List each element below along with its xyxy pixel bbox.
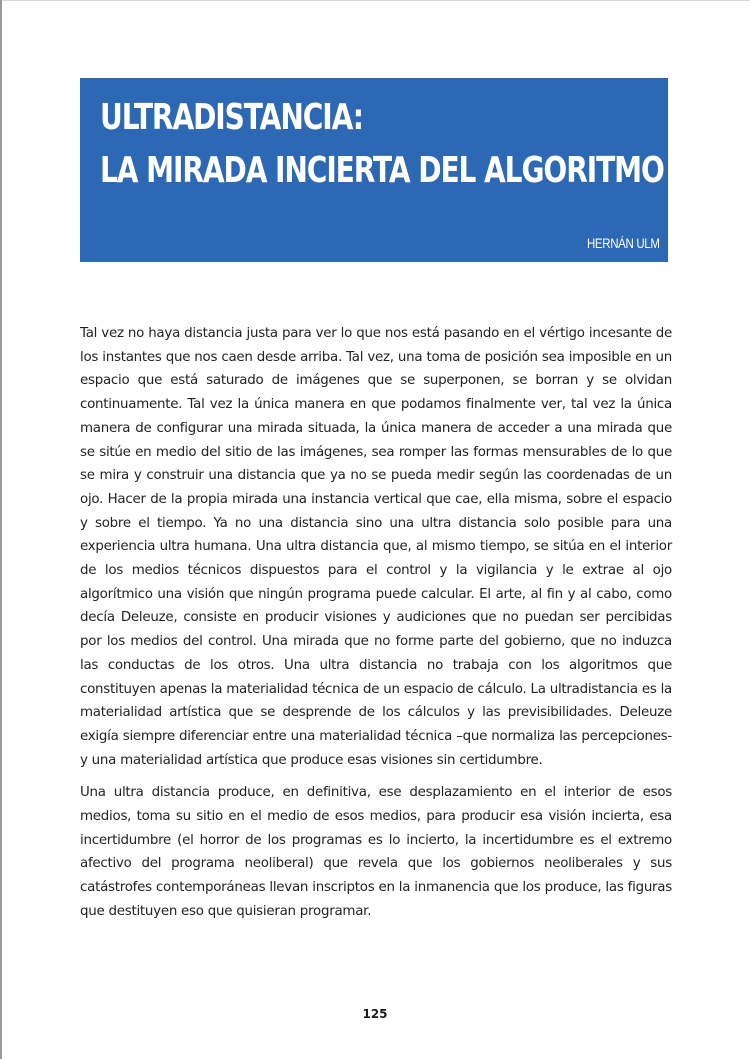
title-banner <box>80 78 668 262</box>
title-line-1: ULTRADISTANCIA: <box>100 97 363 138</box>
page-edge-left <box>0 0 2 1059</box>
page-edge-top <box>0 0 750 1</box>
paragraph-2: Una ultra distancia produce, en definitiva, ese desplazamiento en el interior de esos medios, toma su sitio en el medio de esos medios, para producir esa visión incierta, esa incertidumbre (el horror de los programas es lo incierto, la incertidumbre es el extremo afectivo del programa neoliberal) que revela que los gobiernos neoliberales y sus catástrofes contemporáneas llevan inscriptos en la inmanencia que los produce, las figuras que destituyen eso que quisieran programar. <box>80 785 672 919</box>
article-body <box>80 322 672 924</box>
title-line-2: LA MIRADA INCIERTA DEL ALGORITMO <box>100 150 664 191</box>
author-name: HERNÁN ULM <box>587 235 660 251</box>
page-number: 125 <box>362 1007 388 1021</box>
paragraph-1: Tal vez no haya distancia justa para ver lo que nos está pasando en el vértigo incesante de los instantes que nos caen desde arriba. Tal vez, una toma de posición sea imposible en un espacio que está saturado de imágenes que se superponen, se borran y se olvidan continuamente. Tal vez la única manera en que podamos finalmente ver, tal vez la única manera de configurar una mirada situada, la única manera de acceder a una mirada que se sitúe en medio del sitio de las imágenes, sea romper las formas mensurables de lo que se mira y construir una distancia que ya no se pueda medir según las coordenadas de un ojo. Hacer de la propia mirada una instancia vertical que cae, ella misma, sobre el espacio y sobre el tiempo. Ya no una distancia sino una ultra distancia solo posible para una experiencia ultra humana. Una ultra distancia que, al mismo tiempo, se sitúa en el interior de los medios técnicos dispuestos para el control y la vigilancia y le extrae al ojo algorítmico una visión que ningún programa puede calcular. El arte, al fin y al cabo, como decía Deleuze, consiste en producir visiones y audiciones que no puedan ser percibidas por los medios del control. Una mirada que no forme parte del gobierno, que no induzca las conductas de los otros. Una ultra distancia no trabaja con los algoritmos que constituyen apenas la materialidad técnica de un espacio de cálculo. La ultradistancia es la materialidad artística que se desprende de los cálculos y las previsibilidades. Deleuze exigía siempre diferenciar entre una materialidad técnica –que normaliza las percepciones- y una materialidad artística que produce esas visiones sin certidumbre. <box>80 326 672 768</box>
